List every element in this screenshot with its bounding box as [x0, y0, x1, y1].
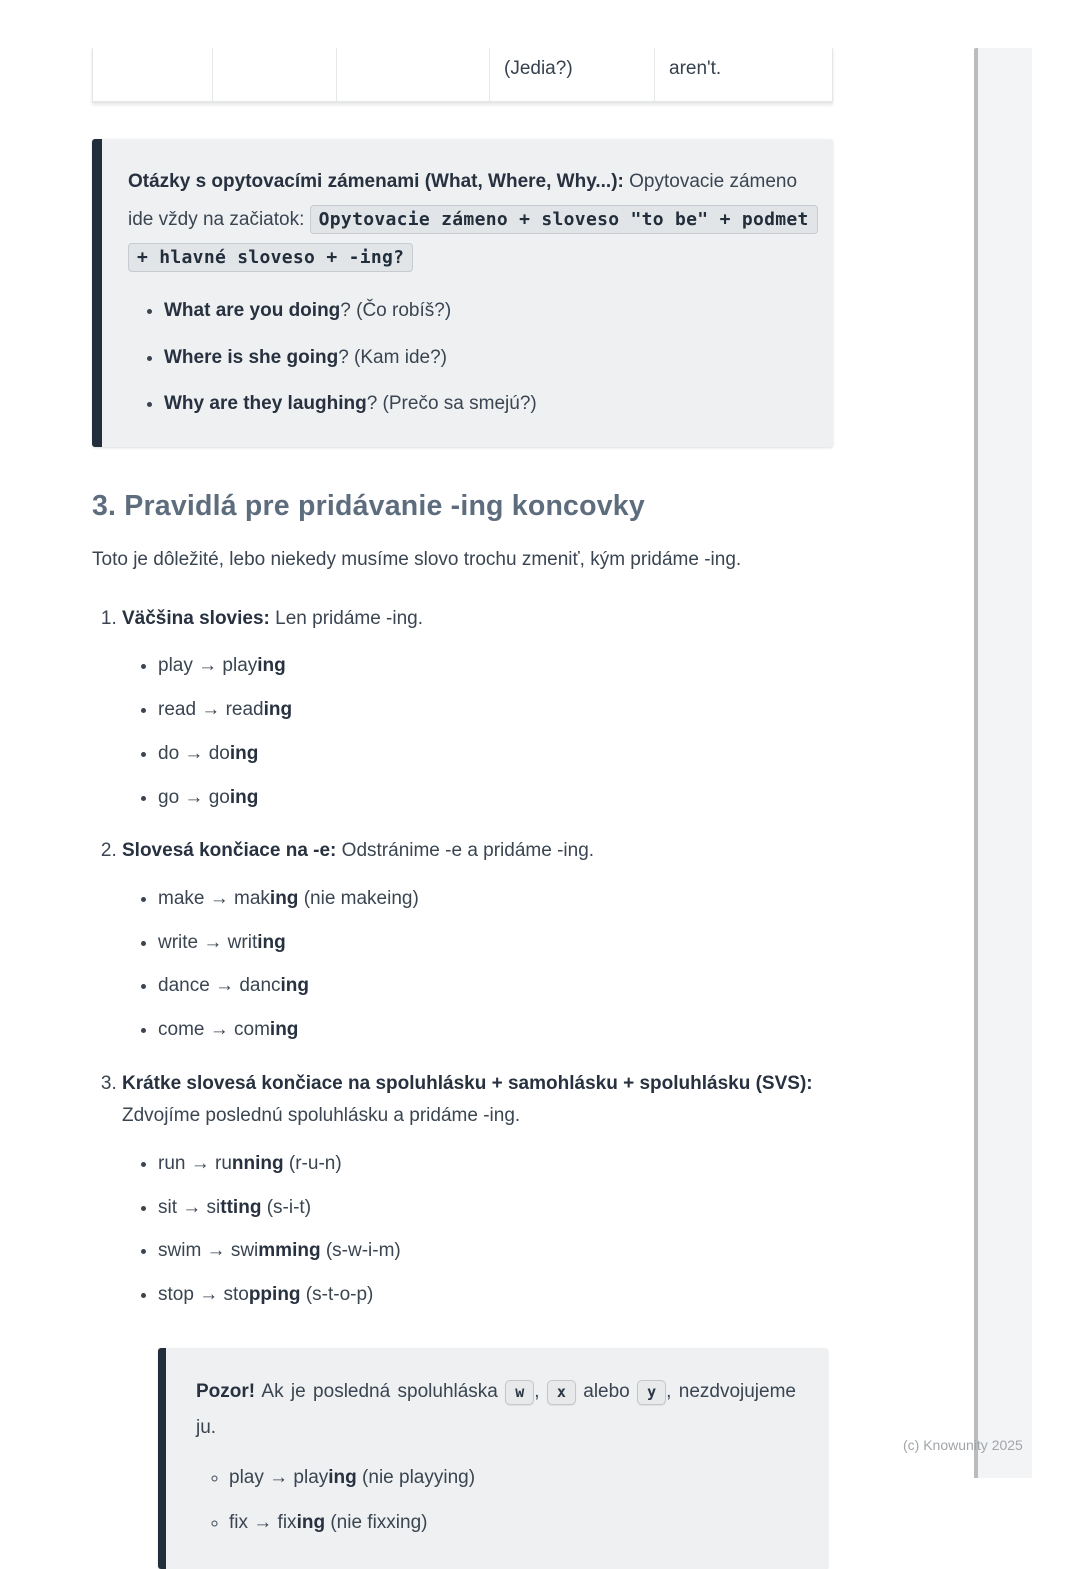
keyboard-key-y: y	[637, 1380, 666, 1406]
question-item	[164, 298, 811, 324]
warning-conjunction: alebo	[575, 1380, 638, 1402]
example-bold: ing	[257, 931, 286, 953]
example-item	[158, 1152, 833, 1177]
warning-callout	[158, 1348, 828, 1569]
example-bold: ing	[269, 887, 299, 909]
example-item	[158, 654, 833, 679]
rules-list	[92, 603, 833, 1308]
example-bold: mming	[258, 1240, 321, 1262]
table-cell-question: (Jedia?)	[489, 48, 654, 101]
example-list	[122, 887, 833, 1043]
example-item	[158, 887, 833, 912]
rule-item-3	[122, 1068, 833, 1308]
example-bold: ing	[229, 742, 259, 764]
example-bold: ing	[269, 1018, 299, 1040]
document-page	[92, 0, 833, 1569]
warning-separator: ,	[534, 1380, 547, 1402]
rule-item-1	[122, 603, 833, 810]
question-bold: What are you doing	[164, 300, 341, 321]
example-post: (s-w-i-m)	[320, 1240, 401, 1262]
example-post: (nie makeing)	[298, 887, 419, 909]
example-bold: ing	[229, 786, 259, 808]
verbs-table-fragment	[92, 48, 833, 103]
table-cell-answer: aren't.	[654, 48, 833, 101]
example-item	[158, 1018, 833, 1043]
example-pre: come → com	[158, 1018, 270, 1040]
example-pre: play → play	[229, 1466, 329, 1488]
example-pre: swim → swi	[158, 1240, 259, 1262]
question-examples-list	[128, 298, 811, 417]
example-bold: ing	[328, 1466, 357, 1488]
questions-lead-bold: Otázky s opytovacími zámenami (What, Where, Why...):	[128, 171, 624, 192]
section-heading: 3. Pravidlá pre pridávanie -ing koncovky	[92, 489, 645, 522]
next-page-strip	[978, 48, 1032, 1478]
questions-lead-text: Opytovacie zámeno ide vždy na začiatok:	[128, 171, 798, 230]
example-post: (nie playying)	[356, 1466, 476, 1488]
example-pre: dance → danc	[158, 975, 281, 997]
example-bold: ing	[257, 655, 286, 677]
questions-callout	[92, 139, 833, 447]
question-rest: ? (Prečo sa smejú?)	[366, 393, 537, 415]
example-item	[158, 1239, 833, 1264]
example-item	[158, 698, 833, 723]
rule-label: Slovesá končiace na -e:	[122, 840, 337, 862]
table-cell	[212, 48, 336, 101]
question-item	[164, 391, 811, 417]
warning-text-before: Ak je posledná spoluhláska	[255, 1380, 506, 1402]
example-bold: ing	[296, 1511, 326, 1533]
keyboard-key-x: x	[547, 1380, 576, 1406]
example-pre: go → go	[158, 786, 230, 808]
rule-item-2	[122, 835, 833, 1042]
example-post: (s-t-o-p)	[300, 1284, 374, 1306]
warning-lead-bold: Pozor!	[196, 1380, 256, 1402]
rule-description: Odstránime -e a pridáme -ing.	[336, 840, 595, 862]
table-cell	[92, 48, 212, 101]
example-item	[158, 786, 833, 811]
question-bold: Where is she going	[164, 346, 339, 368]
rule-description: Zdvojíme poslednú spoluhlásku a pridáme -ing.	[122, 1105, 521, 1127]
example-post: (r-u-n)	[283, 1152, 342, 1174]
example-pre: do → do	[158, 742, 230, 764]
example-bold: ing	[280, 975, 310, 997]
example-pre: write → writ	[158, 931, 258, 953]
warning-lead	[196, 1374, 796, 1446]
rule-label: Krátke slovesá končiace na spoluhlásku + samohlásku + spoluhlásku (SVS):	[122, 1072, 813, 1094]
example-item	[158, 931, 833, 956]
example-list	[122, 1152, 833, 1308]
example-pre: stop → sto	[158, 1284, 249, 1306]
example-item	[158, 1196, 833, 1221]
example-item	[158, 1283, 833, 1308]
example-item	[158, 742, 833, 767]
intro-paragraph: Toto je dôležité, lebo niekedy musíme slovo trochu zmeniť, kým pridáme -ing.	[92, 549, 742, 571]
example-pre: sit → si	[158, 1196, 221, 1218]
warning-example-list	[196, 1465, 796, 1535]
example-bold: pping	[248, 1284, 301, 1306]
example-pre: fix → fix	[229, 1511, 297, 1533]
rule-label: Väčšina slovies:	[122, 607, 270, 629]
example-pre: read → read	[158, 699, 264, 721]
rule-description: Len pridáme -ing.	[269, 607, 424, 629]
example-bold: nning	[231, 1152, 284, 1174]
question-rest: ? (Čo robíš?)	[340, 300, 452, 321]
keyboard-key-w: w	[505, 1380, 534, 1406]
example-item	[158, 974, 833, 999]
warning-example-item	[229, 1510, 796, 1536]
example-pre: make → mak	[158, 887, 270, 909]
question-bold: Why are they laughing	[164, 393, 367, 415]
formula-code: Opytovacie zámeno + sloveso "to be" + podmet + hlavné sloveso + -ing?	[128, 205, 818, 272]
example-post: (nie fixxing)	[325, 1511, 428, 1533]
warning-text-after: nezdvojujeme ju.	[196, 1380, 796, 1438]
question-rest: ? (Kam ide?)	[338, 346, 447, 368]
example-bold: ing	[263, 699, 293, 721]
example-bold: tting	[220, 1196, 262, 1218]
question-item	[164, 345, 811, 371]
example-post: (s-i-t)	[261, 1196, 312, 1218]
questions-callout-lead	[128, 163, 811, 277]
warning-separator: ,	[666, 1380, 679, 1402]
warning-example-item	[229, 1465, 796, 1491]
example-pre: play → play	[158, 655, 258, 677]
copyright-footer: (c) Knowunity 2025	[903, 1437, 1023, 1453]
example-list	[122, 654, 833, 810]
table-cell	[336, 48, 489, 101]
example-pre: run → ru	[158, 1152, 232, 1174]
